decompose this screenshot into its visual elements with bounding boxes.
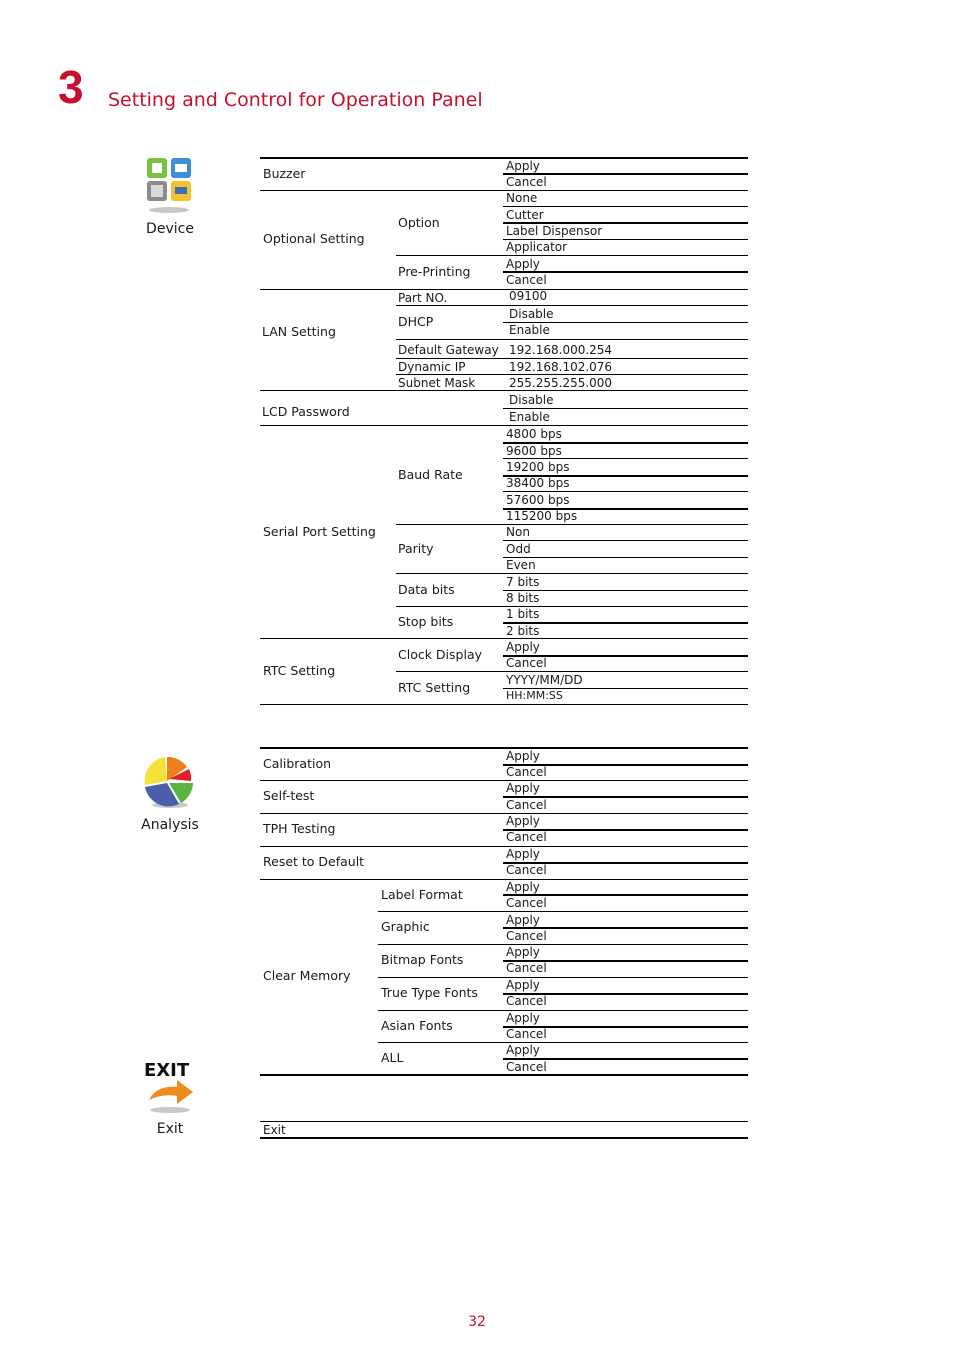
clear-label-format-cancel[interactable]: Cancel: [506, 896, 547, 910]
data-bits-7[interactable]: 7 bits: [506, 575, 540, 589]
dhcp-disable[interactable]: Disable: [509, 307, 554, 321]
clear-asian-fonts-cancel[interactable]: Cancel: [506, 1027, 547, 1041]
lcd-password-label: LCD Password: [262, 404, 350, 419]
clear-bitmap-fonts-label: Bitmap Fonts: [381, 952, 464, 967]
stop-bits-label: Stop bits: [398, 614, 454, 629]
serial-port-setting-label: Serial Port Setting: [263, 524, 376, 539]
pre-printing-label: Pre-Printing: [398, 264, 471, 279]
option-label-dispensor[interactable]: Label Dispensor: [506, 224, 603, 238]
self-test-label: Self-test: [263, 788, 315, 803]
exit-arrow-icon: [143, 1060, 197, 1116]
dhcp-enable[interactable]: Enable: [509, 323, 550, 337]
tph-testing-cancel[interactable]: Cancel: [506, 830, 547, 844]
tph-testing-label: TPH Testing: [263, 821, 336, 836]
analysis-label: Analysis: [141, 817, 199, 833]
option-none[interactable]: None: [506, 191, 538, 205]
part-no-label: Part NO.: [398, 291, 448, 305]
buzzer-option-cancel[interactable]: Cancel: [506, 175, 547, 189]
clear-asian-fonts-apply[interactable]: Apply: [506, 1011, 540, 1025]
clear-all-label: ALL: [381, 1050, 404, 1065]
device-label: Device: [146, 221, 194, 237]
data-bits-label: Data bits: [398, 582, 455, 597]
chapter-title: Setting and Control for Operation Panel: [108, 89, 483, 111]
baud-9600[interactable]: 9600 bps: [506, 444, 562, 458]
clear-all-apply[interactable]: Apply: [506, 1043, 540, 1057]
optional-setting-label: Optional Setting: [263, 231, 365, 246]
exit-label: Exit: [156, 1121, 184, 1137]
dynamic-ip-value[interactable]: 192.168.102.076: [509, 360, 613, 374]
rtc-sub-label: RTC Setting: [398, 680, 471, 695]
baud-57600[interactable]: 57600 bps: [506, 493, 570, 507]
page-number: 32: [468, 1314, 486, 1330]
clear-true-type-fonts-apply[interactable]: Apply: [506, 978, 540, 992]
exit-row-label[interactable]: Exit: [263, 1123, 286, 1137]
clear-true-type-fonts-cancel[interactable]: Cancel: [506, 994, 547, 1008]
clear-memory-label: Clear Memory: [263, 968, 351, 983]
option-applicator[interactable]: Applicator: [506, 240, 568, 254]
reset-default-cancel[interactable]: Cancel: [506, 863, 547, 877]
self-test-cancel[interactable]: Cancel: [506, 798, 547, 812]
option-label: Option: [398, 215, 440, 230]
pre-printing-cancel[interactable]: Cancel: [506, 273, 547, 287]
calibration-cancel[interactable]: Cancel: [506, 765, 547, 779]
baud-38400[interactable]: 38400 bps: [506, 476, 570, 490]
baud-rate-label: Baud Rate: [398, 467, 463, 482]
parity-even[interactable]: Even: [506, 558, 536, 572]
rtc-time-format[interactable]: HH:MM:SS: [506, 689, 563, 702]
clock-display-cancel[interactable]: Cancel: [506, 656, 547, 670]
stop-bits-1[interactable]: 1 bits: [506, 607, 540, 621]
calibration-apply[interactable]: Apply: [506, 749, 540, 763]
parity-odd[interactable]: Odd: [506, 542, 531, 556]
lan-setting-label: LAN Setting: [262, 324, 336, 339]
device-icon: [143, 156, 197, 216]
self-test-apply[interactable]: Apply: [506, 781, 540, 795]
default-gateway-value[interactable]: 192.168.000.254: [509, 343, 613, 357]
clear-label-format-label: Label Format: [381, 887, 463, 902]
rtc-date-format[interactable]: YYYY/MM/DD: [506, 673, 583, 687]
stop-bits-2[interactable]: 2 bits: [506, 624, 540, 638]
clear-graphic-label: Graphic: [381, 919, 430, 934]
buzzer-option-apply[interactable]: Apply: [506, 159, 540, 173]
clear-true-type-fonts-label: True Type Fonts: [381, 985, 478, 1000]
subnet-mask-value[interactable]: 255.255.255.000: [509, 376, 613, 390]
reset-default-label: Reset to Default: [263, 854, 365, 869]
subnet-mask-label: Subnet Mask: [398, 376, 476, 390]
tph-testing-apply[interactable]: Apply: [506, 814, 540, 828]
clear-label-format-apply[interactable]: Apply: [506, 880, 540, 894]
lcd-password-enable[interactable]: Enable: [509, 410, 550, 424]
chapter-number: 3: [58, 61, 84, 113]
default-gateway-label: Default Gateway: [398, 343, 499, 357]
clear-asian-fonts-label: Asian Fonts: [381, 1018, 453, 1033]
calibration-label: Calibration: [263, 756, 332, 771]
parity-non[interactable]: Non: [506, 525, 530, 539]
clock-display-label: Clock Display: [398, 647, 483, 662]
part-no-value[interactable]: 09100: [509, 289, 548, 303]
buzzer-label: Buzzer: [263, 166, 306, 181]
dynamic-ip-label: Dynamic IP: [398, 360, 466, 374]
parity-label: Parity: [398, 541, 434, 556]
clear-graphic-cancel[interactable]: Cancel: [506, 929, 547, 943]
clear-bitmap-fonts-apply[interactable]: Apply: [506, 945, 540, 959]
baud-4800[interactable]: 4800 bps: [506, 427, 562, 441]
exit-word: EXIT: [144, 1060, 190, 1081]
lcd-password-disable[interactable]: Disable: [509, 393, 554, 407]
rtc-setting-label: RTC Setting: [263, 663, 336, 678]
data-bits-8[interactable]: 8 bits: [506, 591, 540, 605]
dhcp-label: DHCP: [398, 314, 434, 329]
clear-graphic-apply[interactable]: Apply: [506, 913, 540, 927]
clear-bitmap-fonts-cancel[interactable]: Cancel: [506, 961, 547, 975]
pre-printing-apply[interactable]: Apply: [506, 257, 540, 271]
option-cutter[interactable]: Cutter: [506, 208, 544, 222]
reset-default-apply[interactable]: Apply: [506, 847, 540, 861]
baud-19200[interactable]: 19200 bps: [506, 460, 570, 474]
clock-display-apply[interactable]: Apply: [506, 640, 540, 654]
clear-all-cancel[interactable]: Cancel: [506, 1060, 547, 1074]
baud-115200[interactable]: 115200 bps: [506, 509, 578, 523]
pie-chart-icon: [143, 755, 197, 811]
